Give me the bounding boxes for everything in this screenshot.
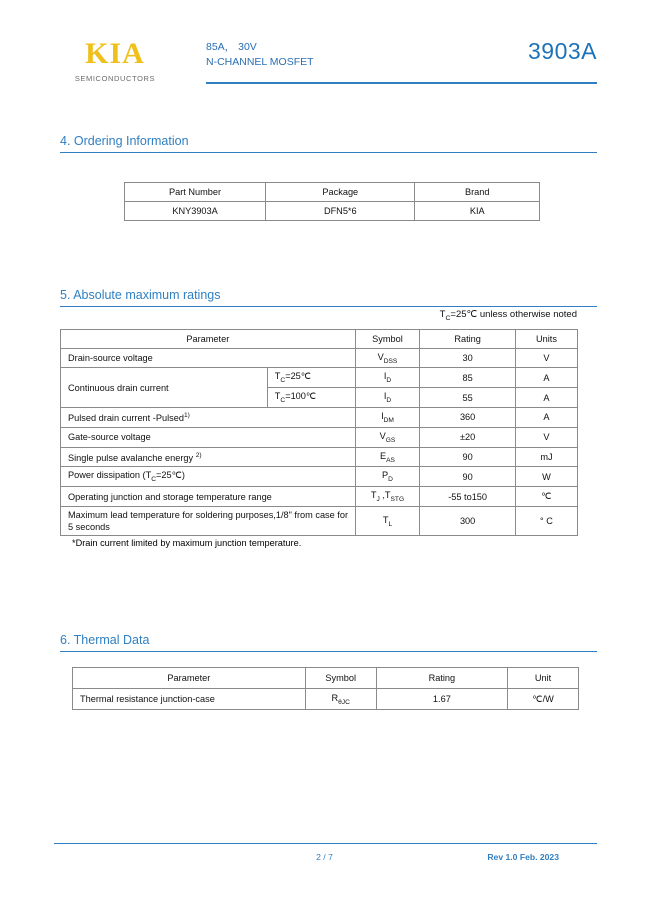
- absolute-max-footnote: *Drain current limited by maximum junction temperature.: [72, 538, 302, 548]
- logo-subtitle: SEMICONDUCTORS: [74, 74, 156, 83]
- logo-text: KIA: [85, 37, 145, 70]
- cell-symbol: $R_{\theta JC}$: [305, 689, 376, 710]
- section-title-absolute-max: 5. Absolute maximum ratings: [60, 288, 221, 302]
- cell-symbol: $V_{GS}$: [355, 427, 420, 447]
- thermal-data-table: [72, 667, 579, 710]
- cell-symbol: $P_D$: [355, 467, 420, 487]
- cell-parameter: Drain-source voltage: [61, 348, 356, 368]
- cell-parameter: Thermal resistance junction-case: [73, 689, 306, 710]
- table-row: [61, 447, 578, 467]
- section-rule-absolute-max: [60, 306, 597, 307]
- cell-units: A: [515, 407, 577, 427]
- cell-symbol: $I_D$: [355, 388, 420, 408]
- device-spec-line1: 85A， 30V: [206, 41, 257, 53]
- table-row: [61, 348, 578, 368]
- table-header-row: [125, 183, 540, 202]
- table-row: [61, 507, 578, 536]
- table-row: [73, 689, 579, 710]
- test-condition-note: [440, 309, 577, 322]
- absolute-maximum-ratings-table: [60, 329, 578, 536]
- footer-divider: [54, 843, 597, 844]
- table-row: [61, 487, 578, 507]
- cell-symbol: $T_L$: [355, 507, 420, 536]
- column-header: Rating: [420, 330, 516, 349]
- ordering-information-table: [124, 182, 540, 221]
- section-title-ordering: 4. Ordering Information: [60, 134, 189, 148]
- cell-parameter: Pulsed drain current -Pulsed$^{1)}$: [61, 407, 356, 427]
- table-row: [61, 407, 578, 427]
- note-symbol-sub: C: [445, 314, 451, 322]
- column-header: Rating: [376, 668, 508, 689]
- cell-condition: $T_C=100℃$: [267, 388, 355, 408]
- table-row: [61, 368, 578, 388]
- column-header: Part Number: [125, 183, 266, 202]
- column-header: Symbol: [355, 330, 420, 349]
- column-header: Parameter: [61, 330, 356, 349]
- page-number: 2 / 7: [316, 852, 333, 862]
- cell-rating: 300: [420, 507, 516, 536]
- cell-parameter: Operating junction and storage temperature range: [61, 487, 356, 507]
- cell-symbol: $E_{AS}$: [355, 447, 420, 467]
- cell-rating: 90: [420, 467, 516, 487]
- cell-symbol: $I_D$: [355, 368, 420, 388]
- cell-symbol: $I_{DM}$: [355, 407, 420, 427]
- note-rest: =25℃ unless otherwise noted: [450, 309, 577, 320]
- cell-rating: 30: [420, 348, 516, 368]
- cell-parameter: Continuous drain current: [61, 368, 268, 408]
- cell-part-number: KNY3903A: [125, 202, 266, 221]
- cell-condition: $T_C=25℃$: [267, 368, 355, 388]
- cell-units: ° C: [515, 507, 577, 536]
- cell-rating: ±20: [420, 427, 516, 447]
- column-header: Unit: [508, 668, 579, 689]
- cell-symbol: $V_{DSS}$: [355, 348, 420, 368]
- cell-rating: 1.67: [376, 689, 508, 710]
- device-spec-line2: N-CHANNEL MOSFET: [206, 56, 314, 68]
- device-spec: [206, 40, 314, 70]
- cell-brand: KIA: [415, 202, 540, 221]
- cell-package: DFN5*6: [266, 202, 415, 221]
- cell-symbol: $T_J$ $,T_{STG}$: [355, 487, 420, 507]
- cell-rating: 55: [420, 388, 516, 408]
- cell-rating: 90: [420, 447, 516, 467]
- cell-parameter: Power dissipation $(T_C=25℃)$: [61, 467, 356, 487]
- column-header: Brand: [415, 183, 540, 202]
- table-header-row: [73, 668, 579, 689]
- table-row: [61, 467, 578, 487]
- cell-rating: 360: [420, 407, 516, 427]
- cell-parameter: Gate-source voltage: [61, 427, 356, 447]
- cell-parameter: Maximum lead temperature for soldering purposes,1/8" from case for 5 seconds: [61, 507, 356, 536]
- cell-unit: ℃/W: [508, 689, 579, 710]
- company-logo: [60, 38, 170, 83]
- cell-units: V: [515, 427, 577, 447]
- cell-rating: -55 to150: [420, 487, 516, 507]
- cell-units: A: [515, 368, 577, 388]
- column-header: Units: [515, 330, 577, 349]
- column-header: Symbol: [305, 668, 376, 689]
- cell-units: V: [515, 348, 577, 368]
- table-header-row: [61, 330, 578, 349]
- part-number-title: 3903A: [527, 38, 597, 64]
- cell-units: ℃: [515, 487, 577, 507]
- cell-rating: 85: [420, 368, 516, 388]
- column-header: Package: [266, 183, 415, 202]
- cell-parameter: Single pulse avalanche energy $^{2)}$: [61, 447, 356, 467]
- header-divider: [206, 82, 597, 84]
- revision-label: Rev 1.0 Feb. 2023: [487, 852, 559, 862]
- section-rule-thermal: [60, 651, 597, 652]
- table-row: [125, 202, 540, 221]
- page-header: [54, 34, 597, 94]
- table-row: [61, 427, 578, 447]
- column-header: Parameter: [73, 668, 306, 689]
- cell-units: A: [515, 388, 577, 408]
- section-title-thermal: 6. Thermal Data: [60, 633, 150, 647]
- cell-units: W: [515, 467, 577, 487]
- section-rule-ordering: [60, 152, 597, 153]
- cell-units: mJ: [515, 447, 577, 467]
- note-symbol: T: [439, 309, 446, 320]
